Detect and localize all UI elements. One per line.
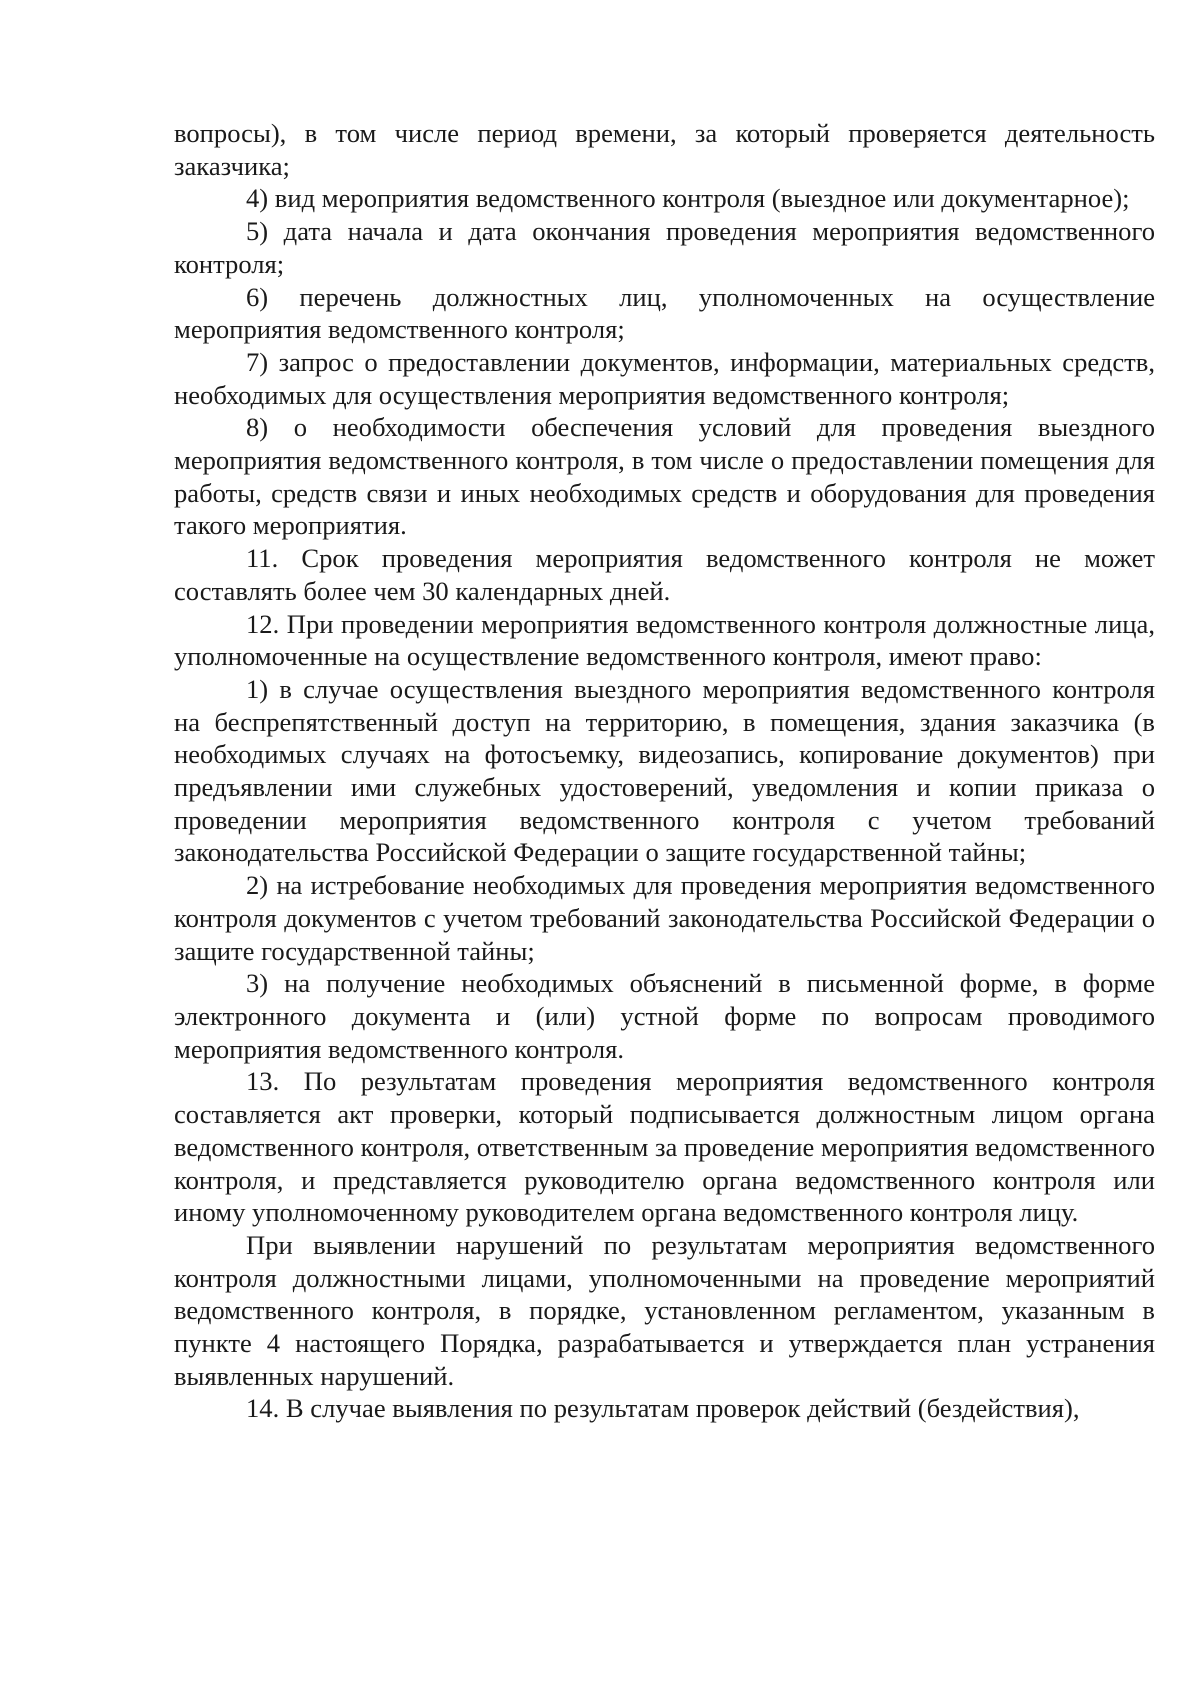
paragraph-right-1: 1) в случае осуществления выездного мероприятия ведомственного контроля на беспрепятственный доступ на территорию, в помещения, здания заказчика (в необходимых случаях на фотосъемку, видеозапись, копирование документов) при предъявлении ими служебных удостоверений, уведомления и копии приказа о проведении мероприятия ведомственного контроля с учетом требований законодательства Российской Федерации о защите государственной тайны; [174,673,1155,868]
paragraph-item-4: 4) вид мероприятия ведомственного контроля (выездное или документарное); [246,183,1130,214]
paragraph-item-7: 7) запрос о предоставлении документов, информации, материальных средств, необходимых для осуществления мероприятия ведомственного контроля; [174,346,1155,410]
paragraph-clause-13: 13. По результатам проведения мероприятия ведомственного контроля составляется акт проверки, который подписывается должностным лицом органа ведомственного контроля, ответственным за проведение мероприятия ведомственного контроля, и представляется руководителю органа ведомственного контроля или иному уполномоченному руководителем органа ведомственного контроля лицу. [174,1066,1155,1228]
paragraph-item-5: 5) дата начала и дата окончания проведения мероприятия ведомственного контроля; [174,216,1155,279]
paragraph-right-2: 2) на истребование необходимых для проведения мероприятия ведомственного контроля документов с учетом требований законодательства Российской Федерации о защите государственной тайны; [174,870,1155,966]
paragraph-clause-12: 12. При проведении мероприятия ведомственного контроля должностные лица, уполномоченные на осуществление ведомственного контроля, имеют право: [174,608,1155,672]
paragraph-clause-14: 14. В случае выявления по результатам проверок действий (бездействия), [246,1393,1080,1424]
paragraph-right-3: 3) на получение необходимых объяснений в письменной форме, в форме электронного документа и (или) устной форме по вопросам проводимого мероприятия ведомственного контроля. [174,968,1155,1064]
paragraph-continuation: вопросы), в том числе период времени, за который проверяется деятельность заказчика; [174,118,1155,181]
paragraph-violations-plan: При выявлении нарушений по результатам мероприятия ведомственного контроля должностными лицами, уполномоченными на проведение мероприятий ведомственного контроля, в порядке, установленном регламентом, указанным в пункте 4 настоящего Порядка, разрабатывается и утверждается план устранения выявленных нарушений. [174,1229,1155,1391]
document-body [174,117,1155,1425]
paragraph-item-8: 8) о необходимости обеспечения условий для проведения выездного мероприятия ведомственного контроля, в том числе о предоставлении помещения для работы, средств связи и иных необходимых средств и оборудования для проведения такого мероприятия. [174,412,1155,541]
paragraph-item-6: 6) перечень должностных лиц, уполномоченных на осуществление мероприятия ведомственного контроля; [174,281,1155,345]
paragraph-clause-11: 11. Срок проведения мероприятия ведомственного контроля не может составлять более чем 30 календарных дней. [174,543,1155,606]
